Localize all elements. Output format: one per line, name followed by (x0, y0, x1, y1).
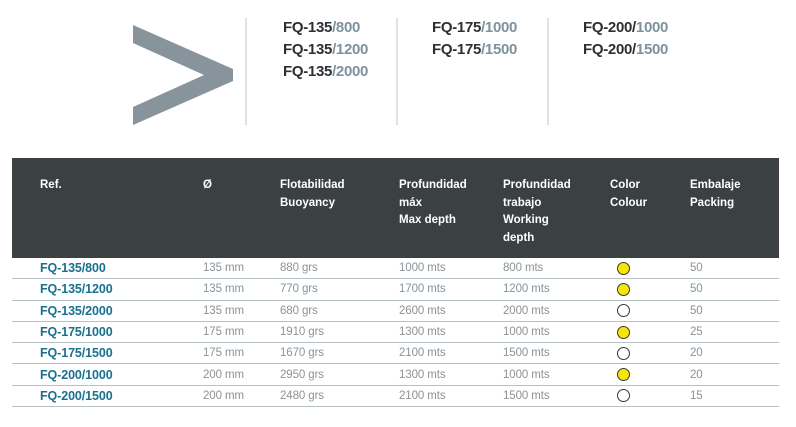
cell-buoyancy: 2950 grs (280, 368, 324, 381)
cell-max-depth: 1300 mts (399, 368, 446, 381)
cell-max-depth: 1000 mts (399, 262, 446, 275)
col-header-line: Profundidad (399, 179, 467, 191)
model-ref-suffix: 1500 (635, 41, 669, 58)
cell-working-depth: 2000 mts (503, 304, 550, 317)
model-ref-base: FQ-135 (283, 19, 333, 36)
cell-ref: FQ-200/1500 (40, 388, 113, 403)
cell-diameter: 135 mm (203, 283, 244, 296)
cell-packing: 50 (690, 262, 703, 275)
cell-diameter: 175 mm (203, 347, 244, 360)
cell-colour (610, 343, 630, 363)
col-header-max-depth (399, 177, 467, 230)
col-header-diameter (203, 177, 212, 195)
table-row (12, 386, 779, 407)
model-ref-base: FQ-175 (432, 19, 482, 36)
cell-ref: FQ-135/1200 (40, 282, 113, 297)
col-header-line: Packing (690, 196, 735, 209)
model-ref (283, 39, 368, 61)
cell-buoyancy: 1910 grs (280, 326, 324, 339)
color-indicator (617, 326, 630, 339)
color-indicator (617, 262, 630, 275)
cell-colour (610, 301, 630, 321)
model-ref-suffix: /1000 (481, 19, 518, 36)
hero-section (0, 0, 796, 158)
cell-ref: FQ-135/800 (40, 261, 106, 276)
model-ref (583, 17, 668, 39)
cell-working-depth: 1000 mts (503, 326, 550, 339)
col-header-line: Profundidad (503, 179, 571, 191)
cell-colour (610, 279, 630, 299)
cell-working-depth: 1500 mts (503, 389, 550, 402)
cell-ref: FQ-175/1000 (40, 325, 113, 340)
cell-buoyancy: 770 grs (280, 283, 318, 296)
col-header-colour (610, 177, 647, 212)
cell-ref: FQ-175/1500 (40, 346, 113, 361)
vertical-divider (547, 18, 549, 125)
cell-colour (610, 258, 630, 278)
table-row (12, 301, 779, 322)
model-ref-base: FQ-200/ (583, 19, 636, 36)
cell-diameter: 200 mm (203, 389, 244, 402)
model-ref-suffix: /2000 (332, 63, 369, 80)
cell-working-depth: 1200 mts (503, 283, 550, 296)
col-header-buoyancy (280, 177, 345, 212)
cell-buoyancy: 680 grs (280, 304, 318, 317)
col-header-line: trabajo (503, 196, 542, 209)
cell-packing: 20 (690, 368, 703, 381)
cell-buoyancy: 2480 grs (280, 389, 324, 402)
cell-max-depth: 2100 mts (399, 347, 446, 360)
col-header-line: Working (503, 214, 549, 226)
model-group-1 (432, 17, 517, 61)
color-indicator (617, 283, 630, 296)
model-ref-suffix: /1500 (481, 41, 518, 58)
col-header-working-depth (503, 177, 571, 247)
cell-packing: 15 (690, 389, 703, 402)
model-group-2 (583, 17, 668, 61)
cell-max-depth: 1300 mts (399, 326, 446, 339)
vertical-divider (396, 18, 398, 125)
cell-buoyancy: 1670 grs (280, 347, 324, 360)
model-ref-base: FQ-135 (283, 41, 333, 58)
chevron-icon (133, 24, 233, 126)
vertical-divider (245, 18, 247, 125)
cell-colour (610, 364, 630, 384)
table-row (12, 279, 779, 300)
cell-working-depth: 800 mts (503, 262, 544, 275)
col-header-line: Ref. (40, 179, 62, 191)
col-header-ref (40, 177, 62, 195)
col-header-line: Embalaje (690, 179, 741, 191)
table-header (12, 158, 779, 258)
model-group-0 (283, 17, 368, 83)
table-row (12, 343, 779, 364)
table-row (12, 322, 779, 343)
product-spec-table (12, 158, 779, 407)
cell-working-depth: 1000 mts (503, 368, 550, 381)
cell-diameter: 175 mm (203, 326, 244, 339)
cell-max-depth: 2600 mts (399, 304, 446, 317)
cell-working-depth: 1500 mts (503, 347, 550, 360)
col-header-line: máx (399, 196, 423, 209)
col-header-line: Buoyancy (280, 196, 335, 209)
col-header-line: Ø (203, 179, 212, 191)
color-indicator (617, 347, 630, 360)
cell-diameter: 135 mm (203, 262, 244, 275)
cell-ref: FQ-135/2000 (40, 303, 113, 318)
model-ref (432, 17, 517, 39)
cell-packing: 25 (690, 326, 703, 339)
cell-packing: 50 (690, 304, 703, 317)
model-ref-base: FQ-175 (432, 41, 482, 58)
color-indicator (617, 368, 630, 381)
cell-packing: 50 (690, 283, 703, 296)
cell-max-depth: 2100 mts (399, 389, 446, 402)
col-header-packing (690, 177, 741, 212)
cell-ref: FQ-200/1000 (40, 367, 113, 382)
model-ref (283, 61, 368, 83)
col-header-line: Flotabilidad (280, 179, 345, 191)
model-ref-base: FQ-200/ (583, 41, 636, 58)
col-header-line: Max depth (399, 214, 456, 226)
model-ref-suffix: /800 (332, 19, 361, 36)
cell-max-depth: 1700 mts (399, 283, 446, 296)
col-header-line: Color (610, 179, 641, 191)
model-ref (283, 17, 368, 39)
cell-diameter: 135 mm (203, 304, 244, 317)
model-ref (432, 39, 517, 61)
cell-colour (610, 386, 630, 406)
cell-packing: 20 (690, 347, 703, 360)
cell-diameter: 200 mm (203, 368, 244, 381)
cell-colour (610, 322, 630, 342)
col-header-line: depth (503, 231, 535, 244)
model-ref-base: FQ-135 (283, 63, 333, 80)
cell-buoyancy: 880 grs (280, 262, 318, 275)
color-indicator (617, 304, 630, 317)
table-body (12, 258, 779, 407)
col-header-line: Colour (610, 196, 648, 209)
color-indicator (617, 389, 630, 402)
model-ref-suffix: 1000 (635, 19, 669, 36)
table-row (12, 258, 779, 279)
table-row (12, 364, 779, 385)
model-ref (583, 39, 668, 61)
model-ref-suffix: /1200 (332, 41, 369, 58)
